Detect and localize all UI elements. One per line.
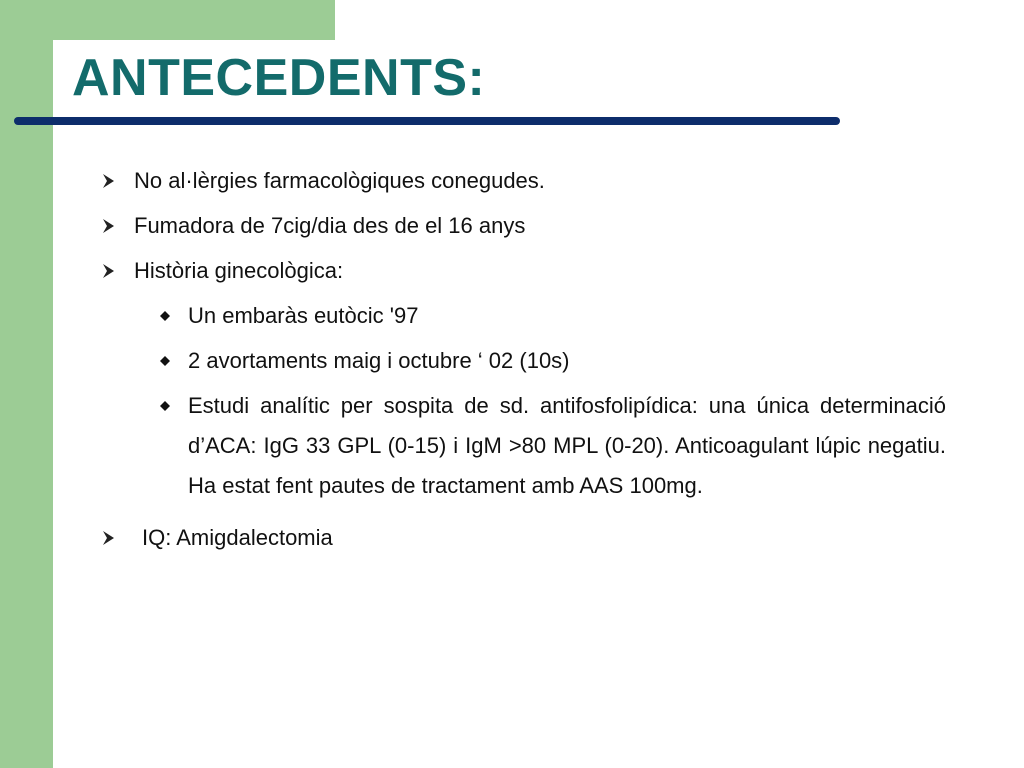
list-item	[100, 213, 946, 239]
top-accent	[0, 0, 335, 40]
sub-list-item-text: 2 avortaments maig i octubre ‘ 02 (10s)	[188, 348, 570, 373]
diamond-bullet-icon	[156, 393, 188, 419]
list-item	[100, 168, 946, 194]
sub-list-item	[100, 303, 946, 329]
bullet-list	[100, 168, 946, 570]
sub-list-item	[100, 393, 946, 506]
diamond-bullet-icon	[156, 348, 188, 374]
title-underline	[14, 117, 840, 125]
sub-list-item-text: Estudi analític per sospita de sd. antifosfolipídica: una única determinació d’ACA: IgG 33 GPL (0-15) i IgM >80 MPL (0-20). Anticoagulant lúpic negatiu. Ha estat fent pautes de tractament amb AAS 100mg.	[188, 393, 946, 498]
list-item	[100, 258, 946, 284]
list-item-text: Fumadora de 7cig/dia des de el 16 anys	[134, 213, 526, 238]
arrowhead-bullet-icon	[100, 258, 134, 284]
sidebar-accent	[0, 0, 53, 768]
list-item-text: No al·lèrgies farmacològiques conegudes.	[134, 168, 545, 193]
diamond-bullet-icon	[156, 303, 188, 329]
arrowhead-bullet-icon	[100, 213, 134, 239]
sub-list-item	[100, 348, 946, 374]
list-item	[100, 525, 946, 551]
slide-title: ANTECEDENTS:	[72, 49, 486, 107]
list-item-text: IQ: Amigdalectomia	[142, 525, 333, 550]
arrowhead-bullet-icon	[100, 168, 134, 194]
arrowhead-bullet-icon	[100, 525, 134, 551]
list-item-text: Història ginecològica:	[134, 258, 344, 283]
sub-list-item-text: Un embaràs eutòcic '97	[188, 303, 419, 328]
